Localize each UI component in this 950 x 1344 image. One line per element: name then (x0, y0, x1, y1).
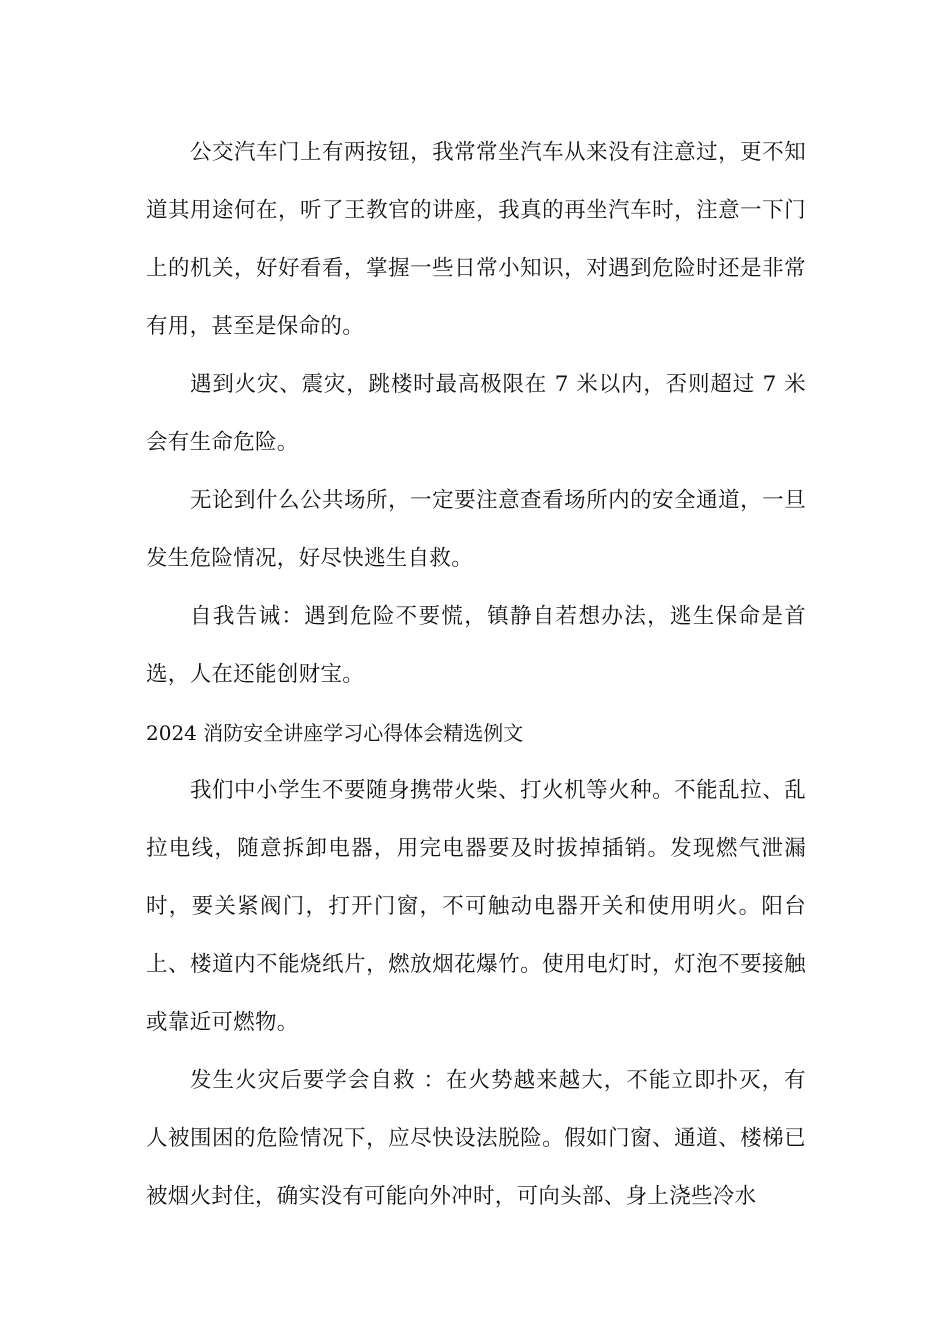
paragraph-safety-exit: 无论到什么公共场所，一定要注意查看场所内的安全通道，一旦发生危险情况，好尽快逃生自救。 (146, 488, 806, 571)
paragraph-self-reminder: 自我告诫：遇到危险不要慌，镇静自若想办法，逃生保命是首选，人在还能创财宝。 (146, 604, 806, 687)
paragraph-self-rescue: 发生火灾后要学会自救 ：在火势越来越大，不能立即扑灭，有人被围困的危险情况下，应尽快设法脱险。假如门窗、通道、楼梯已被烟火封住，确实没有可能向外冲时，可向头部、身上浇些冷水 (146, 1068, 806, 1209)
paragraph-bus-buttons: 公交汽车门上有两按钮，我常常坐汽车从来没有注意过，更不知道其用途何在，听了王教官的讲座，我真的再坐汽车时，注意一下门上的机关，好好看看，掌握一些日常小知识，对遇到危险时还是非常有用，甚至是保命的。 (146, 140, 806, 339)
paragraph-jump-limit: 遇到火灾、震灾，跳楼时最高极限在 7 米以内，否则超过 7 米会有生命危险。 (146, 372, 806, 455)
paragraph-fire-prevention: 我们中小学生不要随身携带火柴、打火机等火种。不能乱拉、乱拉电线，随意拆卸电器，用完电器要及时拔掉插销。发现燃气泄漏时，要关紧阀门，打开门窗，不可触动电器开关和使用明火。阳台上、楼道内不能烧纸片，燃放烟花爆竹。使用电灯时，灯泡不要接触或靠近可燃物。 (146, 778, 806, 1035)
section-heading: 2024 消防安全讲座学习心得体会精选例文 (146, 721, 524, 745)
document-page (146, 124, 806, 1226)
